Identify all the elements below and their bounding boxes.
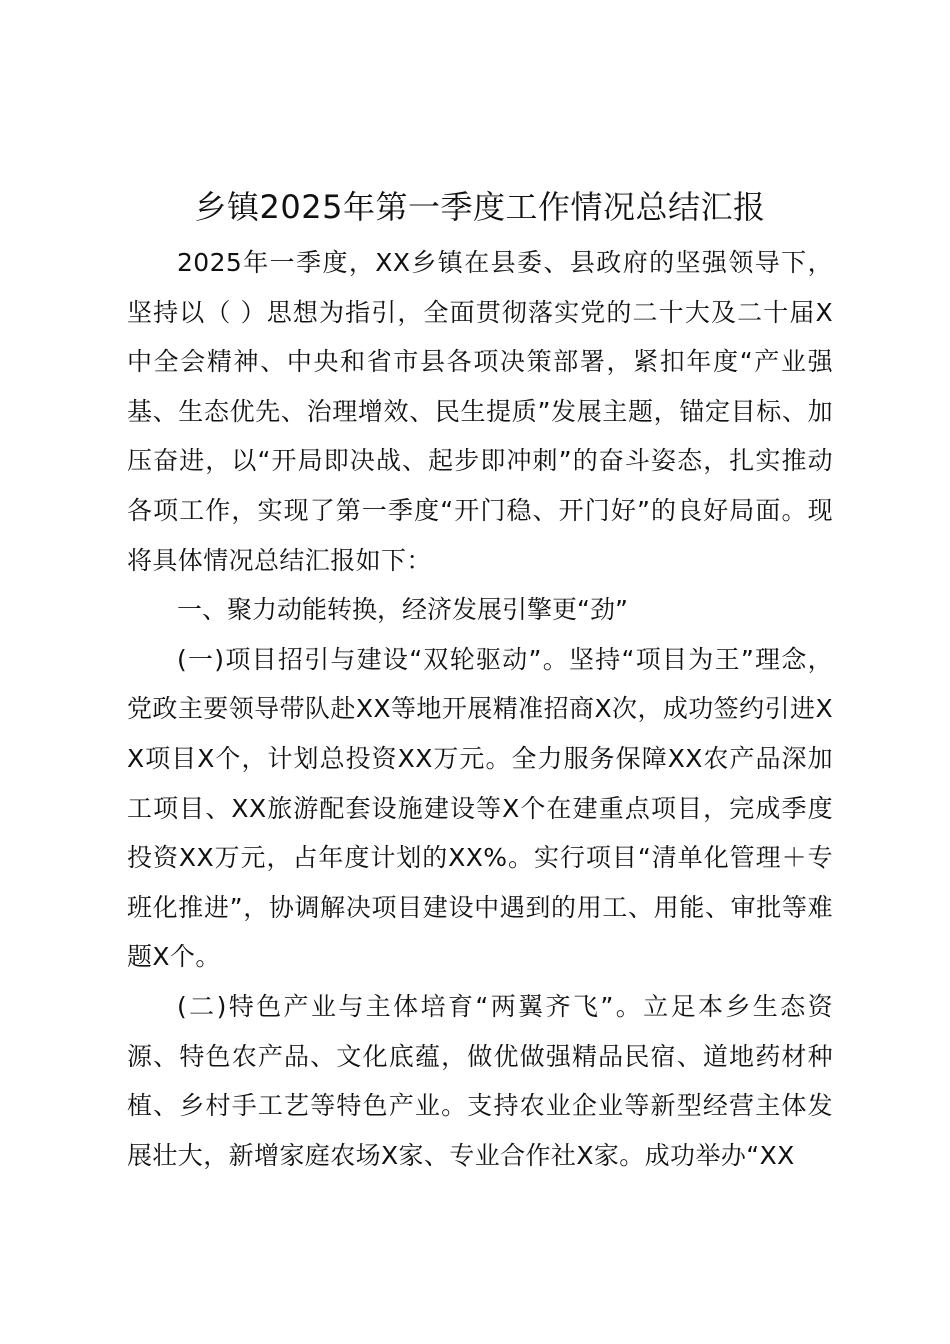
section1-item2-text: 立足本乡生态资源、特色农产品、文化底蕴，做优做强精品民宿、道地药材种植、乡村手工艺等特色产业。支持农业企业等新型经营主体发展壮大，新增家庭农场X家、专业合作社X家。成功举办“XX [127, 991, 833, 1170]
section-heading-1: 一、聚力动能转换，经济发展引擎更“劲” [177, 595, 628, 625]
section1-item1-lead: (一)项目招引与建设“双轮驱动”。 [177, 644, 569, 674]
section1-item1-paragraph [127, 635, 833, 982]
document-title: 乡镇2025年第一季度工作情况总结汇报 [194, 188, 766, 226]
document-body [127, 182, 833, 1180]
section1-item2-paragraph [127, 982, 833, 1180]
section1-item1-text: 坚持“项目为王”理念，党政主要领导带队赴XX等地开展精准招商X次，成功签约引进XX项目X个，计划总投资XX万元。全力服务保障XX农产品深加工项目、XX旅游配套设施建设等X个在建重点项目，完成季度投资XX万元，占年度计划的XX%。实行项目“清单化管理＋专班化推进”，协调解决项目建设中遇到的用工、用能、审批等难题X个。 [127, 644, 833, 972]
section1-item2-lead: (二)特色产业与主体培育“两翼齐飞”。 [177, 991, 644, 1021]
intro-paragraph: 2025年一季度，XX乡镇在县委、县政府的坚强领导下，坚持以（ ）思想为指引，全面贯彻落实党的二十大及二十届X中全会精神、中央和省市县各项决策部署，紧扣年度“产业强基、生态优先、治理增效、民生提质”发展主题，锚定目标、加压奋进，以“开局即决战、起步即冲刺”的奋斗姿态，扎实推动各项工作，实现了第一季度“开门稳、开门好”的良好局面。现将具体情况总结汇报如下： [127, 248, 833, 575]
